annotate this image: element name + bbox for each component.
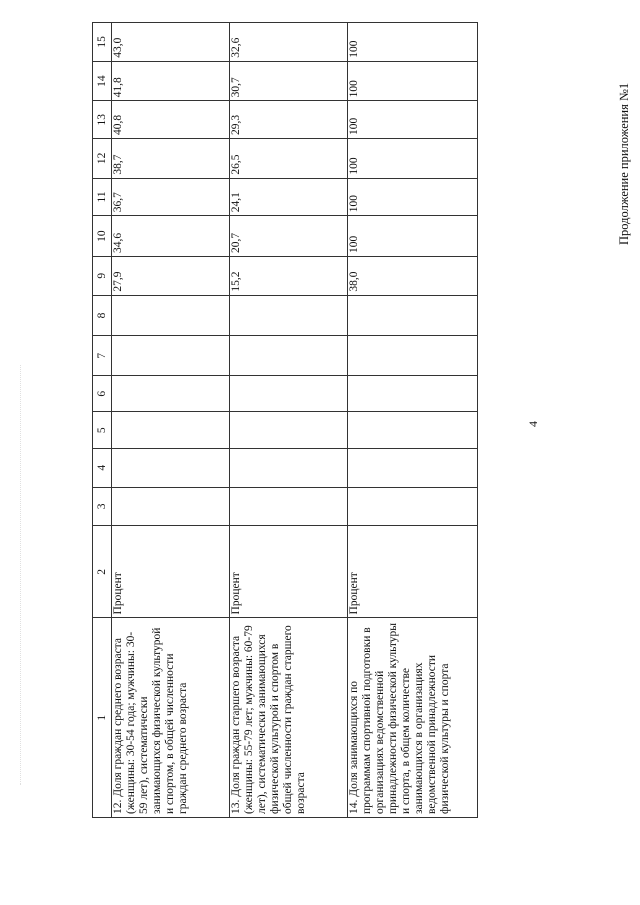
value-cell: 32,6 [230,23,348,62]
value-cell: 20,7 [230,216,348,257]
column-header: 14 [93,61,112,101]
column-header: 10 [93,216,112,257]
column-header: 7 [93,336,112,376]
value-cell [112,295,230,336]
value-cell: 100 [348,216,478,257]
value-cell: 100 [348,178,478,216]
value-cell [112,376,230,412]
value-cell [348,448,478,487]
value-cell: 36,7 [112,178,230,216]
value-cell: 100 [348,23,478,62]
value-cell: 34,6 [112,216,230,257]
indicators-table [92,22,478,818]
value-cell: 100 [348,101,478,139]
value-cell: 27,9 [112,256,230,295]
column-header: 11 [93,178,112,216]
column-header: 6 [93,376,112,412]
column-header: 15 [93,23,112,62]
value-cell [348,412,478,448]
column-header: 9 [93,256,112,295]
value-cell: 100 [348,61,478,101]
value-cell: 29,3 [230,101,348,139]
value-cell [230,295,348,336]
column-number-row [93,23,112,818]
value-cell: 24,1 [230,178,348,216]
value-cell: 38,0 [348,256,478,295]
value-cell [348,336,478,376]
value-cell [112,448,230,487]
indicator-unit: Процент [348,526,478,618]
value-cell: 38,7 [112,138,230,178]
value-cell: 41,8 [112,61,230,101]
table-row [230,23,348,818]
indicator-unit: Процент [230,526,348,618]
column-header: 1 [93,618,112,818]
indicator-name: 14. Доля занимающихся по программам спортивной подготовки в организациях ведомственной принадлежности физической культуры и спорта, в общем количестве занимающихся в организациях ведомственной принадлежности физической культуры и спорта [348,618,478,818]
indicator-unit: Процент [112,526,230,618]
column-header: 8 [93,295,112,336]
value-cell [230,448,348,487]
value-cell [112,336,230,376]
indicator-name: 13. Доля граждан старшего возраста (женщины: 55-79 лет; мужчины: 60-79 лет), систематически занимающихся физической культурой и спортом в общей численности граждан старшего возраста [230,618,348,818]
appendix-note: Продолжение приложения №1 [617,82,631,245]
value-cell [230,487,348,526]
value-cell [230,376,348,412]
column-header: 2 [93,526,112,618]
value-cell: 40,8 [112,101,230,139]
table-row [112,23,230,818]
value-cell [230,336,348,376]
column-header: 5 [93,412,112,448]
table-row [348,23,478,818]
value-cell: 43,0 [112,23,230,62]
value-cell [348,295,478,336]
value-cell: 26,5 [230,138,348,178]
value-cell [348,487,478,526]
column-header: 13 [93,101,112,139]
value-cell [348,376,478,412]
value-cell: 15,2 [230,256,348,295]
scan-artifact [20,365,22,785]
indicator-name: 12. Доля граждан среднего возраста (женщины: 30-54 года; мужчины: 30-59 лет), систематически занимающихся физической культурой и спортом, в общей численности граждан среднего возраста [112,618,230,818]
value-cell [112,412,230,448]
page-number: 4 [526,421,540,427]
column-header: 3 [93,487,112,526]
column-header: 4 [93,448,112,487]
value-cell [112,487,230,526]
value-cell [230,412,348,448]
column-header: 12 [93,138,112,178]
value-cell: 100 [348,138,478,178]
value-cell: 30,7 [230,61,348,101]
